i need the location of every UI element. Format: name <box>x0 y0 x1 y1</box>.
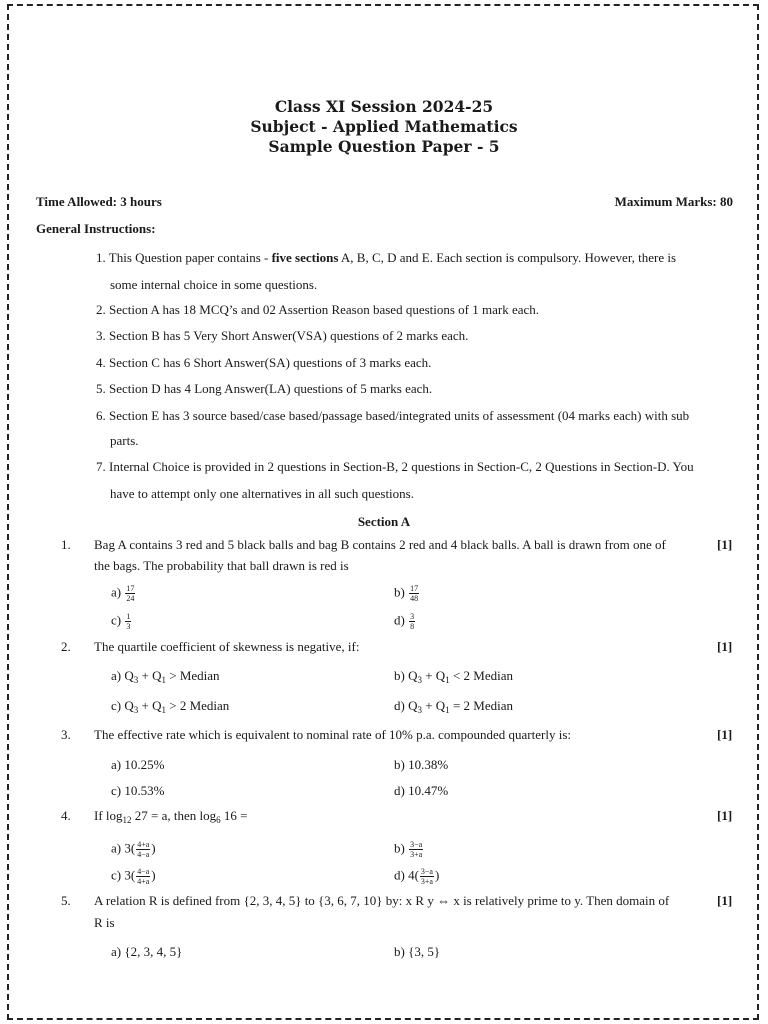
instruction-1 <box>96 250 676 266</box>
q2-a-sub1: 1 <box>161 675 166 685</box>
q4-b-pre: b) <box>394 840 409 856</box>
q4-d-denominator: 3+a <box>420 877 433 886</box>
instruction-1-pre: 1. This Question paper contains - <box>96 250 272 265</box>
q2-b-plus: + Q <box>421 668 446 683</box>
q1-option-c <box>111 612 132 631</box>
q2-b-sub3: 3 <box>417 675 422 685</box>
q4-b-numerator: 3−a <box>410 840 423 849</box>
q4-d-post: ) <box>434 867 440 883</box>
q4-a-post: ) <box>151 840 156 856</box>
q4-d-numerator: 3−a <box>420 867 433 876</box>
time-allowed: Time Allowed: 3 hours <box>36 194 162 209</box>
q2-b-pre: b) Q <box>394 668 418 683</box>
q1-option-d-label: d) <box>394 612 405 628</box>
q4-b-fraction <box>409 840 423 859</box>
q2-d-sub1: 1 <box>445 705 450 715</box>
question-4-text <box>94 808 247 825</box>
q1-option-a-label: a) <box>111 584 122 600</box>
q2-a-sub3: 3 <box>133 675 139 685</box>
q2-d-pre: d) Q <box>394 698 418 713</box>
q1-c-denominator: 3 <box>126 622 131 631</box>
question-3-marks: [1] <box>717 727 733 742</box>
q2-b-sub1: 1 <box>445 675 450 685</box>
q4-option-b <box>394 840 424 859</box>
q4-option-c <box>111 867 156 886</box>
q1-a-numerator: 17 <box>126 584 135 593</box>
subject-title: Subject - Applied Mathematics <box>250 117 518 136</box>
q1-a-denominator: 24 <box>126 594 135 603</box>
q4-sub-6: 6 <box>216 815 221 825</box>
question-5-number: 5. <box>61 893 71 908</box>
q2-a-pre: a) Q <box>111 668 134 683</box>
q4-d-fraction <box>420 867 434 886</box>
q4-a-pre: a) 3( <box>111 840 136 856</box>
q4-option-d <box>394 867 439 886</box>
q2-d-sub3: 3 <box>417 705 422 715</box>
q3-option-b: b) 10.38% <box>394 757 449 772</box>
q1-option-a-fraction <box>125 584 135 603</box>
q1-option-c-label: c) <box>111 612 122 628</box>
q2-c-post: > 2 Median <box>165 698 230 713</box>
question-5-text-continued: R is <box>94 915 115 930</box>
instruction-1-post: A, B, C, D and E. Each section is compulsory. However, there is <box>338 250 677 265</box>
q2-option-d <box>394 698 513 715</box>
instruction-6: 6. Section E has 3 source based/case based/passage based/integrated units of assessment (04 marks each) with sub <box>96 408 690 423</box>
q3-option-c: c) 10.53% <box>111 783 165 798</box>
q4-c-post: ) <box>151 867 156 883</box>
instruction-3: 3. Section B has 5 Very Short Answer(VSA) questions of 2 marks each. <box>96 328 469 343</box>
q1-b-denominator: 48 <box>410 594 419 603</box>
q1-d-numerator: 3 <box>410 612 415 621</box>
question-4-number: 4. <box>61 808 71 823</box>
q4-c-denominator: 4+a <box>137 877 150 886</box>
q1-option-a <box>111 584 136 603</box>
q1-option-b-label: b) <box>394 584 405 600</box>
question-2-text: The quartile coefficient of skewness is negative, if: <box>94 639 360 654</box>
question-1-text-continued: the bags. The probability that ball drawn is red is <box>94 558 349 573</box>
q4-c-numerator: 4−a <box>137 867 150 876</box>
q2-c-sub1: 1 <box>161 705 166 715</box>
q4-text-2: 27 = a, then log <box>131 808 217 823</box>
q4-text-1: If log <box>94 808 123 823</box>
instruction-5: 5. Section D has 4 Long Answer(LA) questions of 5 marks each. <box>96 381 433 396</box>
general-instructions-heading: General Instructions: <box>36 221 156 236</box>
q4-option-a <box>111 840 156 859</box>
q2-c-plus: + Q <box>138 698 162 713</box>
q4-c-pre: c) 3( <box>111 867 136 883</box>
q5-option-a: a) {2, 3, 4, 5} <box>111 944 183 959</box>
q1-c-numerator: 1 <box>126 612 131 621</box>
paper-title: Sample Question Paper - 5 <box>268 137 500 156</box>
q1-option-b-fraction <box>409 584 419 603</box>
question-3-text: The effective rate which is equivalent to nominal rate of 10% p.a. compounded quarterly is: <box>94 727 571 742</box>
q2-b-post: < 2 Median <box>449 668 513 683</box>
q2-option-b <box>394 668 513 685</box>
q2-a-plus: + Q <box>138 668 162 683</box>
q1-option-d <box>394 612 416 631</box>
q2-c-sub3: 3 <box>133 705 139 715</box>
q1-d-denominator: 8 <box>410 622 415 631</box>
instruction-7: 7. Internal Choice is provided in 2 questions in Section-B, 2 questions in Section-C, 2 Questions in Section-D. You <box>96 459 694 474</box>
q4-text-3: 16 = <box>220 808 248 823</box>
q2-d-post: = 2 Median <box>449 698 513 713</box>
section-a-heading: Section A <box>357 514 411 529</box>
q2-d-plus: + Q <box>421 698 446 713</box>
q4-b-denominator: 3+a <box>410 850 423 859</box>
q1-option-b <box>394 584 420 603</box>
question-1-number: 1. <box>61 537 71 552</box>
q2-option-c <box>111 698 229 715</box>
instruction-2: 2. Section A has 18 MCQ’s and 02 Assertion Reason based questions of 1 mark each. <box>96 302 540 317</box>
maximum-marks: Maximum Marks: 80 <box>614 194 733 209</box>
q4-a-denominator: 4−a <box>137 850 150 859</box>
q1-b-numerator: 17 <box>410 584 419 593</box>
question-3-number: 3. <box>61 727 71 742</box>
q4-a-numerator: 4+a <box>137 840 150 849</box>
q4-a-fraction <box>136 840 150 859</box>
q2-a-post: > Median <box>165 668 220 683</box>
question-1-marks: [1] <box>717 537 733 552</box>
instruction-1-bold: five sections <box>271 250 339 265</box>
q2-c-pre: c) Q <box>111 698 134 713</box>
class-session-title: Class XI Session 2024-25 <box>274 97 494 116</box>
instruction-1-continued: some internal choice in some questions. <box>110 277 318 292</box>
question-2-number: 2. <box>61 639 71 654</box>
q3-option-a: a) 10.25% <box>111 757 165 772</box>
q4-c-fraction <box>136 867 150 886</box>
instruction-7-continued: have to attempt only one alternatives in all such questions. <box>110 486 414 501</box>
question-5-marks: [1] <box>717 893 733 908</box>
question-2-marks: [1] <box>717 639 733 654</box>
instruction-4: 4. Section C has 6 Short Answer(SA) questions of 3 marks each. <box>96 355 432 370</box>
q3-option-d: d) 10.47% <box>394 783 449 798</box>
q5-option-b: b) {3, 5} <box>394 944 441 959</box>
instruction-6-continued: parts. <box>110 433 139 448</box>
q4-sub-12: 12 <box>122 815 132 825</box>
question-1-text: Bag A contains 3 red and 5 black balls and bag B contains 2 red and 4 black balls. A ball is drawn from one of <box>94 537 666 552</box>
q4-d-pre: d) 4( <box>394 867 419 883</box>
q2-option-a <box>111 668 220 685</box>
q1-option-c-fraction <box>125 612 131 631</box>
question-5-text: A relation R is defined from {2, 3, 4, 5} to {3, 6, 7, 10} by: x R y ⇔ x is relatively prime to y. Then domain of <box>94 893 670 908</box>
question-4-marks: [1] <box>717 808 733 823</box>
q1-option-d-fraction <box>409 612 415 631</box>
